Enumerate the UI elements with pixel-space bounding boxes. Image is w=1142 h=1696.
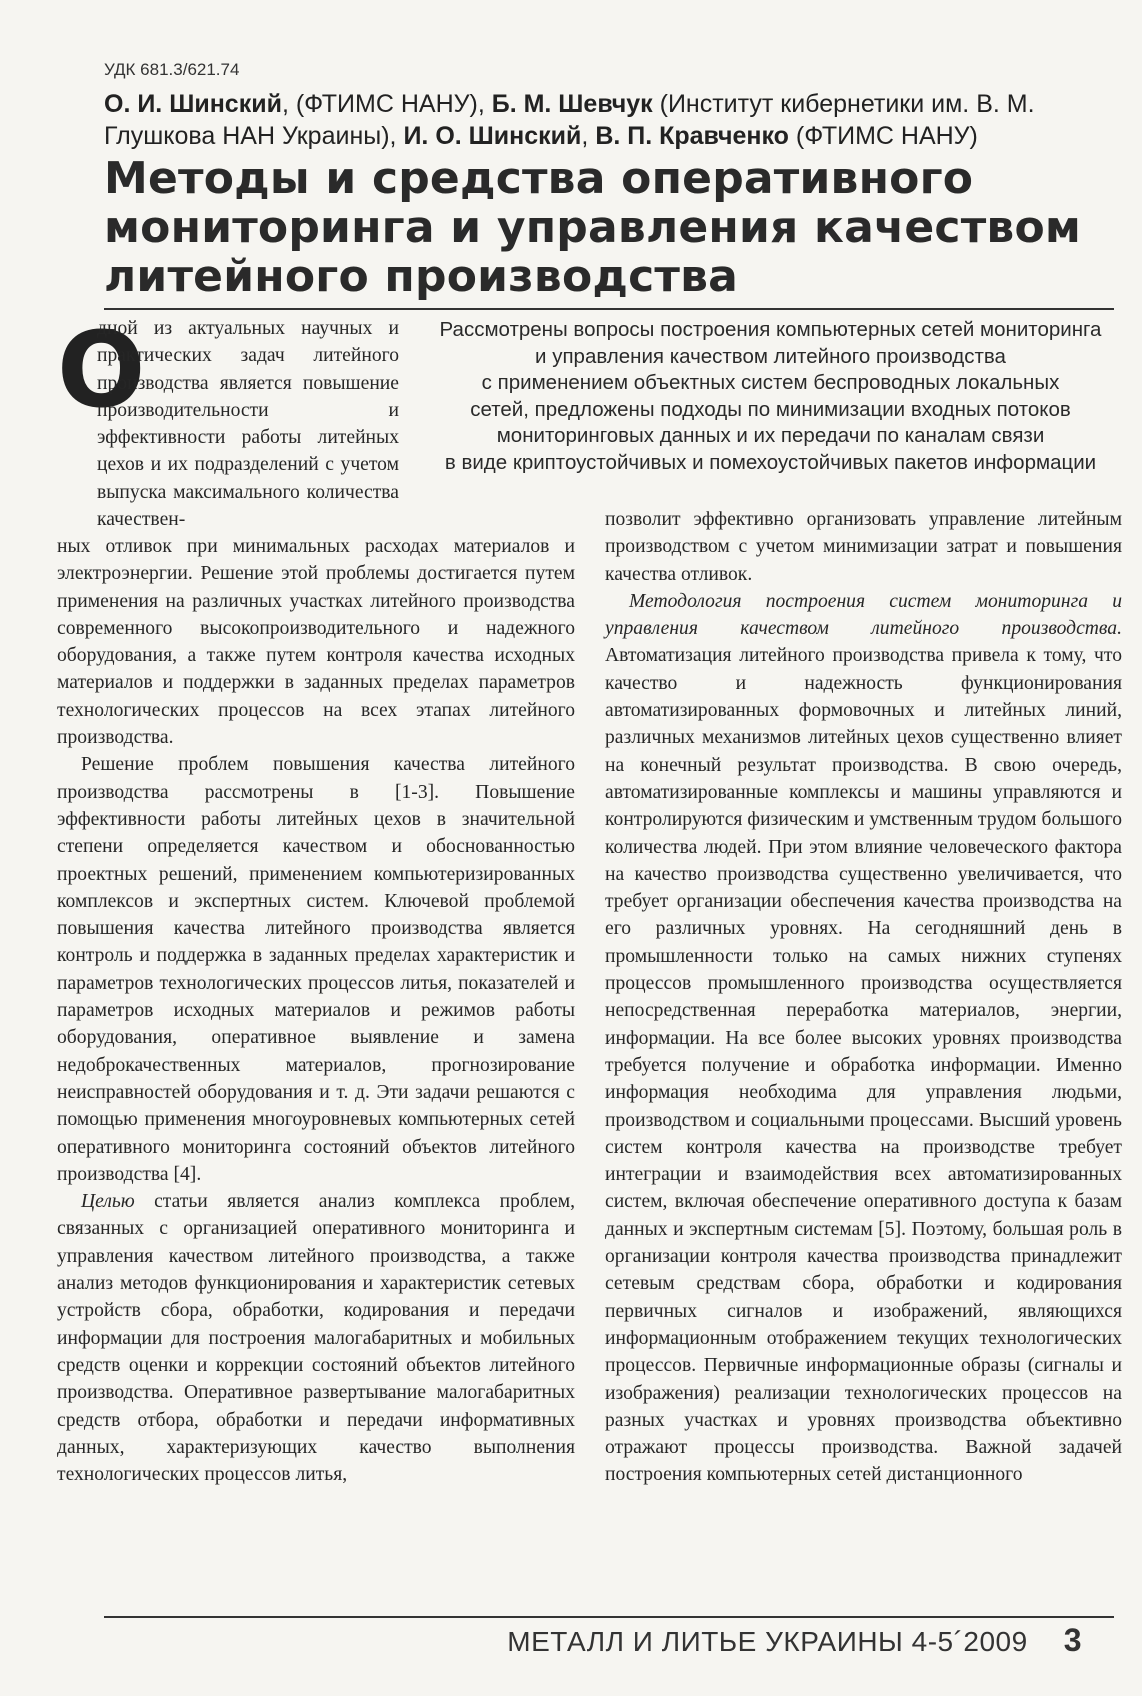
- affiliation-3: (ФТИМС НАНУ): [788, 122, 978, 150]
- emphasis-goal: Целью: [81, 1191, 135, 1213]
- column-1-top: [97, 315, 399, 533]
- abstract-line: и управления качеством литейного производства: [535, 344, 1006, 368]
- abstract: [418, 317, 1123, 476]
- drop-cap: О: [57, 309, 146, 431]
- article-title: Методы и средства оперативного мониторинга и управления качеством литейного производства: [104, 153, 1082, 302]
- abstract-line: с применением объектных систем беспроводных локальных: [481, 371, 1060, 394]
- paragraph-3: Целью статьи является анализ комплекса проблем, связанных с организацией оперативного мониторинга и управления качеством литейного производства, а также анализ методов функционирования и характеристик сетевых устройств сбора, обработки, кодирования и передачи информации для построения малогабаритных и мобильных средств оценки и коррекции состояний объектов литейного производства. Оперативное развертывание малогабаритных средств отбора, обработки и передачи информативных данных, характеризующих качество выполнения технологических процессов литья,: [57, 1191, 575, 1486]
- abstract-line: в виде криптоустойчивых и помехоустойчивых пакетов информации: [444, 450, 1097, 474]
- column-1: [57, 533, 575, 1488]
- abstract-line: мониторинговых данных и их передачи по каналам связи: [496, 424, 1045, 447]
- affiliation-2: (Институт кибернетики им. В. М. Глушкова НАН Украины),: [104, 90, 1035, 150]
- paragraph-2: Решение проблем повышения качества литейного производства рассмотрены в [1-3]. Повышение эффективности работы литейных цехов в значительной степени определяется качеством и обоснованностью проектных решений, применением компьютеризированных комплексов и экспертных систем. Ключевой проблемой повышения качества литейного производства является контроль и поддержка в заданных пределах характеристик и параметров технологических процессов литья, показателей и параметров исходных материалов и режимов работы оборудования, оперативное выявление и замена недоброкачественных материалов, прогнозирование неисправностей оборудования и т. д. Эти задачи решаются с помощью применения многоуровневых компьютерных сетей оперативного мониторинга состояний объектов литейного производства [4].: [57, 754, 575, 1185]
- author-4: В. П. Кравченко: [595, 122, 789, 150]
- paragraph-4: позволит эффективно организовать управление литейным производством с учетом минимизации затрат и повышения качества отливок.: [605, 509, 1122, 585]
- page-footer: [507, 1622, 1082, 1659]
- abstract-line: сетей, предложены подходы по минимизации входных потоков: [470, 397, 1071, 421]
- abstract-line: Рассмотрены вопросы построения компьютерных сетей мониторинга: [439, 318, 1102, 341]
- author-2: Б. М. Шевчук: [491, 90, 653, 118]
- paragraph-1-start: дной из актуальных научных и практических задач литейного производства является повышение производительности и эффективности работы литейных цехов и их подразделений с учетом выпуска максимального количества качествен-: [97, 318, 399, 531]
- paragraph-1-rest: ных отливок при минимальных расходах материалов и электроэнергии. Решение этой проблемы достигается путем применения на различных участках литейного производства современного высокопроизводительного и надежного оборудования, а также путем контроля качества исходных материалов и поддержки в заданных пределах параметров технологических процессов на всех этапах литейного производства.: [57, 536, 575, 749]
- authors-line: [104, 88, 1114, 152]
- column-2: [605, 506, 1122, 1489]
- section-heading-methodology: Методология построения систем мониторинга и управления качеством литейного производства.: [605, 590, 1122, 640]
- author-3: И. О. Шинский: [403, 122, 582, 150]
- title-divider: [104, 308, 1114, 310]
- journal-name: МЕТАЛЛ И ЛИТЬЕ УКРАИНЫ 4-5´2009: [507, 1626, 1028, 1657]
- author-separator: ,: [581, 122, 596, 150]
- author-1: О. И. Шинский: [104, 90, 282, 118]
- paragraph-5: Методология построения систем мониторинга и управления качеством литейного производства. Автоматизация литейного производства привела к тому, что качество и надежность функционирования автоматизированных формовочных и литейных линий, различных механизмов литейных цехов существенно влияет на конечный результат производства. В свою очередь, автоматизированные комплексы и машины управляются и контролируются физическим и умственным трудом большого количества людей. При этом влияние человеческого фактора на качество производства существенно увеличивается, что требует организации обеспечения качества производства на его различных уровнях. На сегодняшний день в промышленности только на самых нижних ступенях процессов промышленного производства осуществляется непосредственная переработка материалов, энергии, информации. На все более высоких уровнях производства требуется получение и обработка информации. Именно информация необходима для управления людьми, производством и социальными процессами. Высший уровень систем контроля качества на производстве требует интеграции и взаимодействия всех автоматизированных систем, включая обеспечение оперативного доступа к базам данных и экспертным системам [5]. Поэтому, большая роль в организации контроля качества производства принадлежит сетевым средствам сбора, обработки и кодирования первичных сигналов и изображений, являющихся информационным отображением текущих технологических процессов. Первичные информационные образы (сигналы и изображения) реализации технологических процессов на разных участках и уровнях производства объективно отражают процессы производства. Важной задачей построения компьютерных сетей дистанционного: [605, 590, 1122, 1486]
- udk-code: УДК 681.3/621.74: [104, 60, 240, 79]
- affiliation-1: , (ФТИМС НАНУ),: [281, 90, 492, 118]
- footer-divider: [104, 1616, 1114, 1618]
- page-number: 3: [1063, 1622, 1082, 1658]
